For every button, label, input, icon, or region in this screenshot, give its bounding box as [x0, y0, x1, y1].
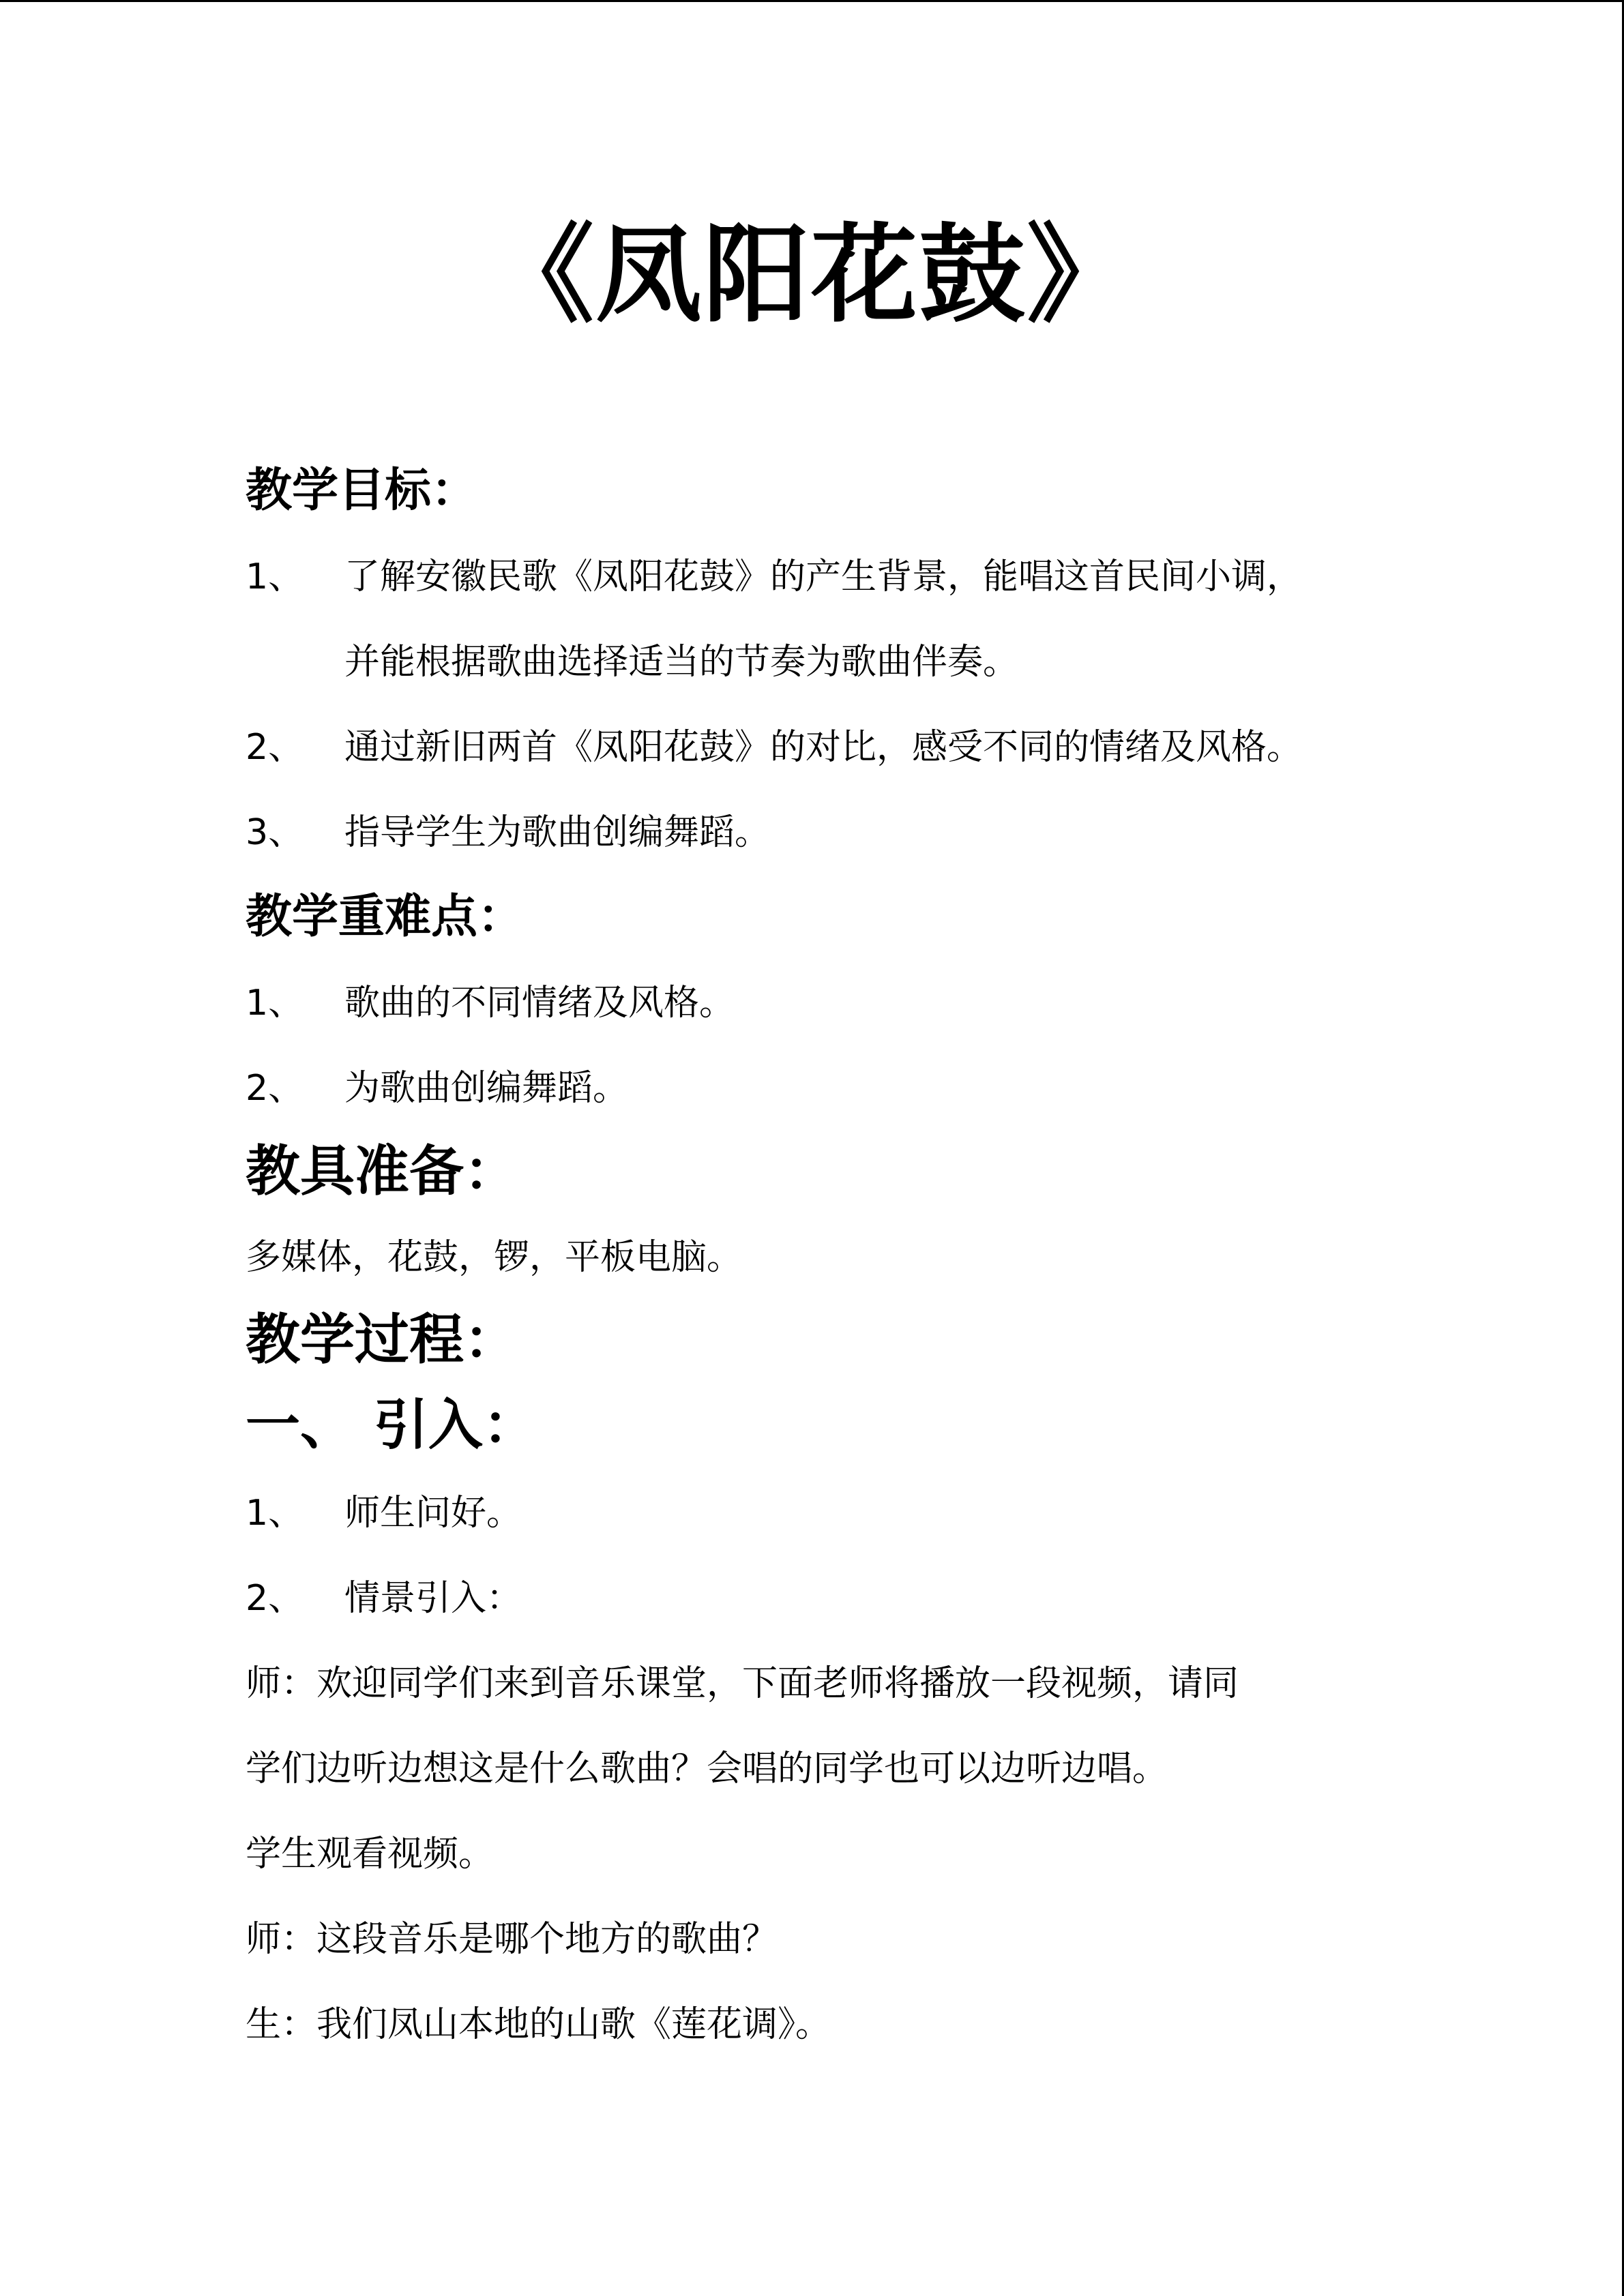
- dialogue-line-3: 学生观看视频。: [246, 1834, 494, 1875]
- intro-item-1-text: 师生问好。: [344, 1493, 522, 1534]
- intro-item-2-text: 情景引入：: [344, 1578, 522, 1619]
- intro-item-2-number: 2、: [246, 1578, 304, 1619]
- dialogue-line-5: 生：我们凤山本地的山歌《莲花调》。: [246, 2004, 831, 2045]
- objective-2-line-1: 通过新旧两首《凤阳花鼓》的对比，感受不同的情绪及风格。: [344, 727, 1303, 768]
- process-heading: 教学过程：: [246, 1308, 518, 1371]
- key-point-1-number: 1、: [246, 983, 304, 1024]
- objectives-heading: 教学目标：: [246, 464, 478, 518]
- materials-text: 多媒体，花鼓，锣，平板电脑。: [246, 1237, 743, 1278]
- key-point-2-number: 2、: [246, 1068, 304, 1109]
- materials-heading: 教具准备：: [246, 1139, 518, 1203]
- objective-1-line-1: 了解安徽民歌《凤阳花鼓》的产生背景，能唱这首民间小调，: [344, 556, 1303, 597]
- dialogue-line-1: 师：欢迎同学们来到音乐课堂，下面老师将播放一段视频，请同: [246, 1663, 1239, 1704]
- key-points-heading: 教学重难点：: [246, 890, 525, 944]
- key-point-1-text: 歌曲的不同情绪及风格。: [344, 983, 735, 1024]
- document-title: 《凤阳花鼓》: [488, 213, 1134, 337]
- objective-3-number: 3、: [246, 812, 304, 853]
- dialogue-line-4: 师：这段音乐是哪个地方的歌曲？: [246, 1919, 778, 1960]
- intro-item-1-number: 1、: [246, 1493, 304, 1534]
- objective-3-line-1: 指导学生为歌曲创编舞蹈。: [344, 812, 771, 853]
- dialogue-line-2: 学们边听边想这是什么歌曲？会唱的同学也可以边听边唱。: [246, 1748, 1168, 1789]
- intro-section-heading: 一、 引入：: [246, 1393, 537, 1457]
- objective-1-line-2: 并能根据歌曲选择适当的节奏为歌曲伴奏。: [344, 642, 1019, 683]
- objective-1-number: 1、: [246, 556, 304, 597]
- objective-2-number: 2、: [246, 727, 304, 768]
- key-point-2-text: 为歌曲创编舞蹈。: [344, 1068, 629, 1109]
